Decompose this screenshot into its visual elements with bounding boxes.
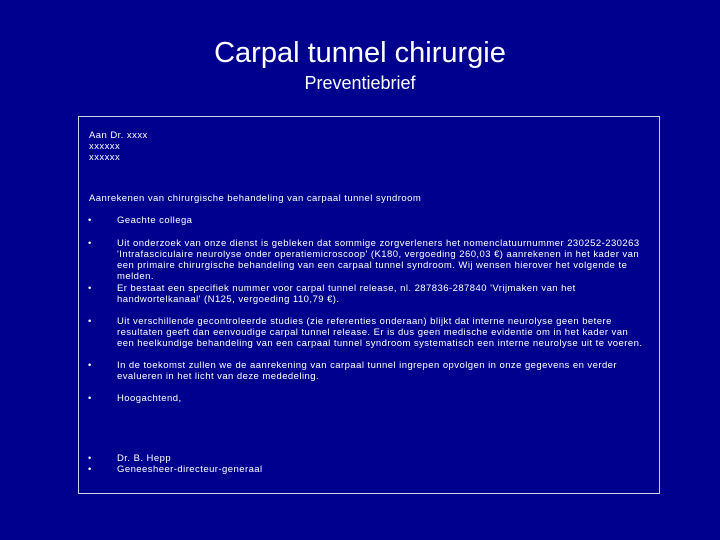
paragraph-findings xyxy=(88,238,643,282)
bullet-marker: • xyxy=(88,393,92,404)
paragraph-studies xyxy=(88,316,643,349)
signature-title xyxy=(88,464,643,475)
bullet-marker: • xyxy=(88,238,92,249)
paragraph-greeting xyxy=(88,215,643,226)
signature-name xyxy=(88,453,643,464)
paragraph-text: Geneesheer-directeur-generaal xyxy=(117,464,263,475)
paragraph-specific-number xyxy=(88,283,643,305)
bullet-marker: • xyxy=(88,215,92,226)
slide-title: Carpal tunnel chirurgie xyxy=(214,37,506,69)
bullet-marker: • xyxy=(88,283,92,294)
paragraph-text: Uit onderzoek van onze dienst is gebleken dat sommige zorgverleners het nomenclatuurnummer 230252-230263 'Intrafasciculaire neurolyse onder operatiemicroscoop' (K180, vergoeding 260,03 €) aanrekenen in het kader van een primaire chirurgische behandeling van een carpaal tunnel syndroom. Wij wensen hierover het volgende te melden. xyxy=(117,238,640,282)
paragraph-text: Geachte collega xyxy=(117,215,193,226)
bullet-marker: • xyxy=(88,360,92,371)
address-line: Aan Dr. xxxx xyxy=(89,130,148,141)
paragraph-text: Hoogachtend, xyxy=(117,393,182,404)
letter-box xyxy=(78,116,660,494)
paragraph-text: In de toekomst zullen we de aanrekening van carpaal tunnel ingrepen opvolgen in onze gegevens en verder evalueren in het licht van deze mededeling. xyxy=(117,360,618,382)
address-block xyxy=(89,130,148,163)
paragraph-text: Er bestaat een specifiek nummer voor carpal tunnel release, nl. 287836-287840 'Vrijmaken van het handwortelkanaal' (N125, vergoeding 110,79 €). xyxy=(117,283,576,305)
bullet-marker: • xyxy=(88,453,92,464)
bullet-marker: • xyxy=(88,464,92,475)
paragraph-text: Dr. B. Hepp xyxy=(117,453,172,464)
address-line: xxxxxx xyxy=(89,141,121,152)
bullet-marker: • xyxy=(88,316,92,327)
paragraph-future xyxy=(88,360,643,382)
paragraph-closing xyxy=(88,393,643,404)
slide-subtitle: Preventiebrief xyxy=(304,73,416,93)
address-line: xxxxxx xyxy=(89,152,121,163)
letter-subject: Aanrekenen van chirurgische behandeling van carpaal tunnel syndroom xyxy=(89,193,422,204)
paragraph-text: Uit verschillende gecontroleerde studies (zie referenties onderaan) blijkt dat interne neurolyse geen betere resultaten geeft dan eenvoudige carpal tunnel release. Er is dus geen medische evidentie om in het kader van een heelkundige behandeling van een carpaal tunnel syndroom systematisch een interne neurolyse uit te voeren. xyxy=(117,316,643,349)
